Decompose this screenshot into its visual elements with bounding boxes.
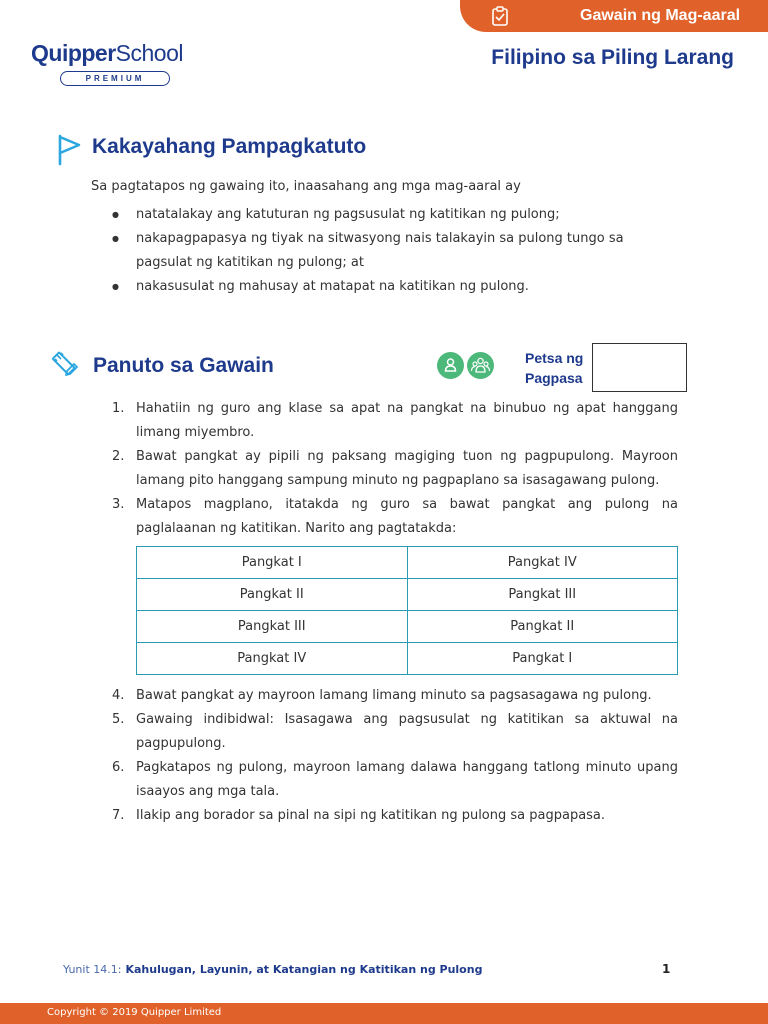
list-item: ● natatalakay ang katuturan ng pagsusulat ng katitikan ng pulong; — [112, 203, 682, 227]
table-cell: Pangkat I — [407, 643, 678, 675]
list-item: ● nakapagpapasya ng tiyak na sitwasyong nais talakayin sa pulong tungo sa pagsulat ng katitikan ng pulong; at — [112, 227, 682, 275]
objectives-list — [112, 203, 682, 299]
flag-icon — [57, 134, 83, 166]
list-item: 1. Hahatiin ng guro ang klase sa apat na pangkat na binubuo ng apat hanggang limang miyembro. — [112, 401, 678, 440]
table-cell: Pangkat IV — [407, 547, 678, 579]
subject-title: Filipino sa Piling Larang — [491, 46, 734, 69]
table-row — [137, 547, 678, 579]
group-assignment-table — [136, 546, 678, 675]
steps-list-first — [112, 397, 678, 541]
individual-icon — [437, 352, 464, 379]
pencil-ruler-icon — [49, 347, 81, 379]
clipboard-check-icon — [490, 6, 510, 26]
list-item: ● nakasusulat ng mahusay at matapat na katitikan ng pulong. — [112, 275, 682, 299]
due-date-label: Petsa ng Pagpasa — [525, 350, 584, 386]
table-row — [137, 643, 678, 675]
table-cell: Pangkat II — [137, 579, 408, 611]
table-cell: Pangkat III — [137, 611, 408, 643]
table-row — [137, 611, 678, 643]
table-cell: Pangkat III — [407, 579, 678, 611]
footer-unit-title: Yunit 14.1: Kahulugan, Layunin, at Katangian ng Katitikan ng Pulong — [63, 963, 483, 976]
table-cell: Pangkat I — [137, 547, 408, 579]
group-icon — [467, 352, 494, 379]
list-item: 7. Ilakip ang borador sa pinal na sipi ng katitikan ng pulong sa pagpapasa. — [112, 808, 606, 823]
objectives-intro: Sa pagtatapos ng gawaing ito, inaasahang ang mga mag-aaral ay — [91, 179, 521, 194]
objectives-heading: Kakayahang Pampagkatuto — [92, 135, 367, 158]
list-item: 3. Matapos magplano, itatakda ng guro sa bawat pangkat ang pulong na paglalaanan ng katitikan. Narito ang pagtatakda: — [112, 497, 678, 536]
table-cell: Pangkat II — [407, 611, 678, 643]
list-item: 5. Gawaing indibidwal: Isasagawa ang pagsusulat ng katitikan sa aktuwal na pagpupulong. — [112, 712, 678, 751]
footer-bar — [0, 1003, 768, 1024]
quipper-school-logo: QuipperSchool PREMIUM — [31, 40, 181, 90]
due-date-field[interactable] — [592, 343, 687, 392]
steps-list-second — [112, 684, 678, 828]
worksheet-type-label: Gawain ng Mag-aaral — [580, 7, 741, 24]
list-item: 2. Bawat pangkat ay pipili ng paksang magiging tuon ng pagpupulong. Mayroon lamang pito hanggang sampung minuto ng pagpaplano sa isasagawang pulong. — [112, 449, 678, 488]
list-item: 4. Bawat pangkat ay mayroon lamang limang minuto sa pagsasagawa ng pulong. — [112, 688, 652, 703]
copyright-text: Copyright © 2019 Quipper Limited — [47, 1007, 222, 1018]
header-tab — [460, 0, 768, 32]
page-number: 1 — [662, 962, 671, 976]
table-row — [137, 579, 678, 611]
list-item: 6. Pagkatapos ng pulong, mayroon lamang dalawa hanggang tatlong minuto upang isaayos ang mga tala. — [112, 760, 678, 799]
table-cell: Pangkat IV — [137, 643, 408, 675]
instructions-heading: Panuto sa Gawain — [93, 354, 274, 377]
